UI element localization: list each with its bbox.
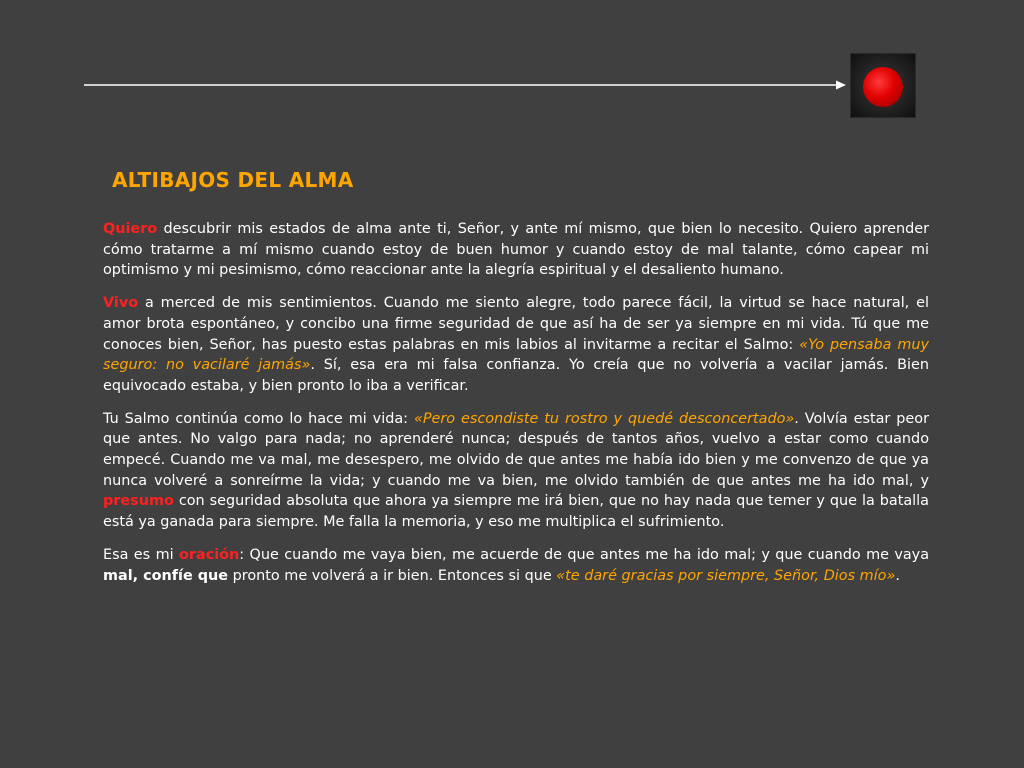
paragraph-text: con seguridad absoluta que ahora ya siempre me irá bien, que no hay nada que temer y que la batalla está ya ganada para siempre. Me falla la memoria, y eso me multiplica el sufrimiento. — [103, 493, 929, 531]
paragraph-text: . Sí, esa era mi falsa confianza. Yo creía que no volvería a vacilar jamás. Bien equivocado estaba, y bien pronto lo iba a verificar. — [103, 357, 929, 394]
psalm-quote: «te daré gracias por siempre, Señor, Dios mío» — [556, 567, 896, 584]
bold-phrase: mal, confíe que — [103, 567, 229, 584]
paragraph-text: . — [895, 567, 900, 584]
paragraph-4 — [103, 545, 929, 586]
psalm-quote: «Yo pensaba muy seguro: no vacilaré jamás» — [103, 336, 929, 374]
highlight-word: Vivo — [103, 295, 139, 312]
paragraph-3 — [103, 409, 929, 533]
paragraph-1 — [103, 219, 929, 281]
highlight-word: oración — [179, 546, 240, 563]
psalm-quote: «Pero escondiste tu rostro y quedé desconcertado» — [413, 410, 795, 427]
highlight-word: presumo — [103, 493, 174, 510]
text-body — [103, 219, 929, 598]
highlight-word: Quiero — [103, 221, 158, 237]
paragraph-2 — [103, 293, 929, 397]
paragraph-text: a merced de mis sentimientos. Cuando me siento alegre, todo parece fácil, la virtud se hace natural, el amor brota espontáneo, y concibo una firme seguridad de que así ha de ser ya siempre en mi vida. Tú que me conoces bien, Señor, has puesto estas palabras en mis labios al invitarme a recitar el Salmo: — [103, 295, 929, 353]
red-circle-icon — [863, 67, 903, 107]
paragraph-text: : Que cuando me vaya bien, me acuerde de que antes me ha ido mal; y que cuando me vaya — [239, 546, 930, 563]
nav-button[interactable] — [850, 53, 916, 118]
arrow-right-icon — [84, 78, 846, 92]
page-title: ALTIBAJOS DEL ALMA — [112, 168, 354, 192]
paragraph-text: pronto me volverá a ir bien. Entonces si que — [228, 567, 557, 584]
paragraph-text: Tu Salmo continúa como lo hace mi vida: — [103, 410, 414, 427]
paragraph-text: descubrir mis estados de alma ante ti, Señor, y ante mí mismo, que bien lo necesito. Quiero aprender cómo tratarme a mí mismo cuando estoy de buen humor y cuando estoy de mal talante, cómo capear mi optimismo y mi pesimismo, cómo reaccionar ante la alegría espiritual y el desaliento humano. — [103, 221, 929, 279]
paragraph-text: Esa es mi — [103, 546, 179, 563]
paragraph-text: . Volvía estar peor que antes. No valgo para nada; no aprenderé nunca; después de tantos años, vuelvo a estar como cuando empecé. Cuando me va mal, me desespero, me olvido de que antes me había ido bien y me convenzo de que ya nunca volveré a sonreírme la vida; y cuando me va bien, me olvido también de que antes me ha ido mal, y — [103, 410, 929, 489]
